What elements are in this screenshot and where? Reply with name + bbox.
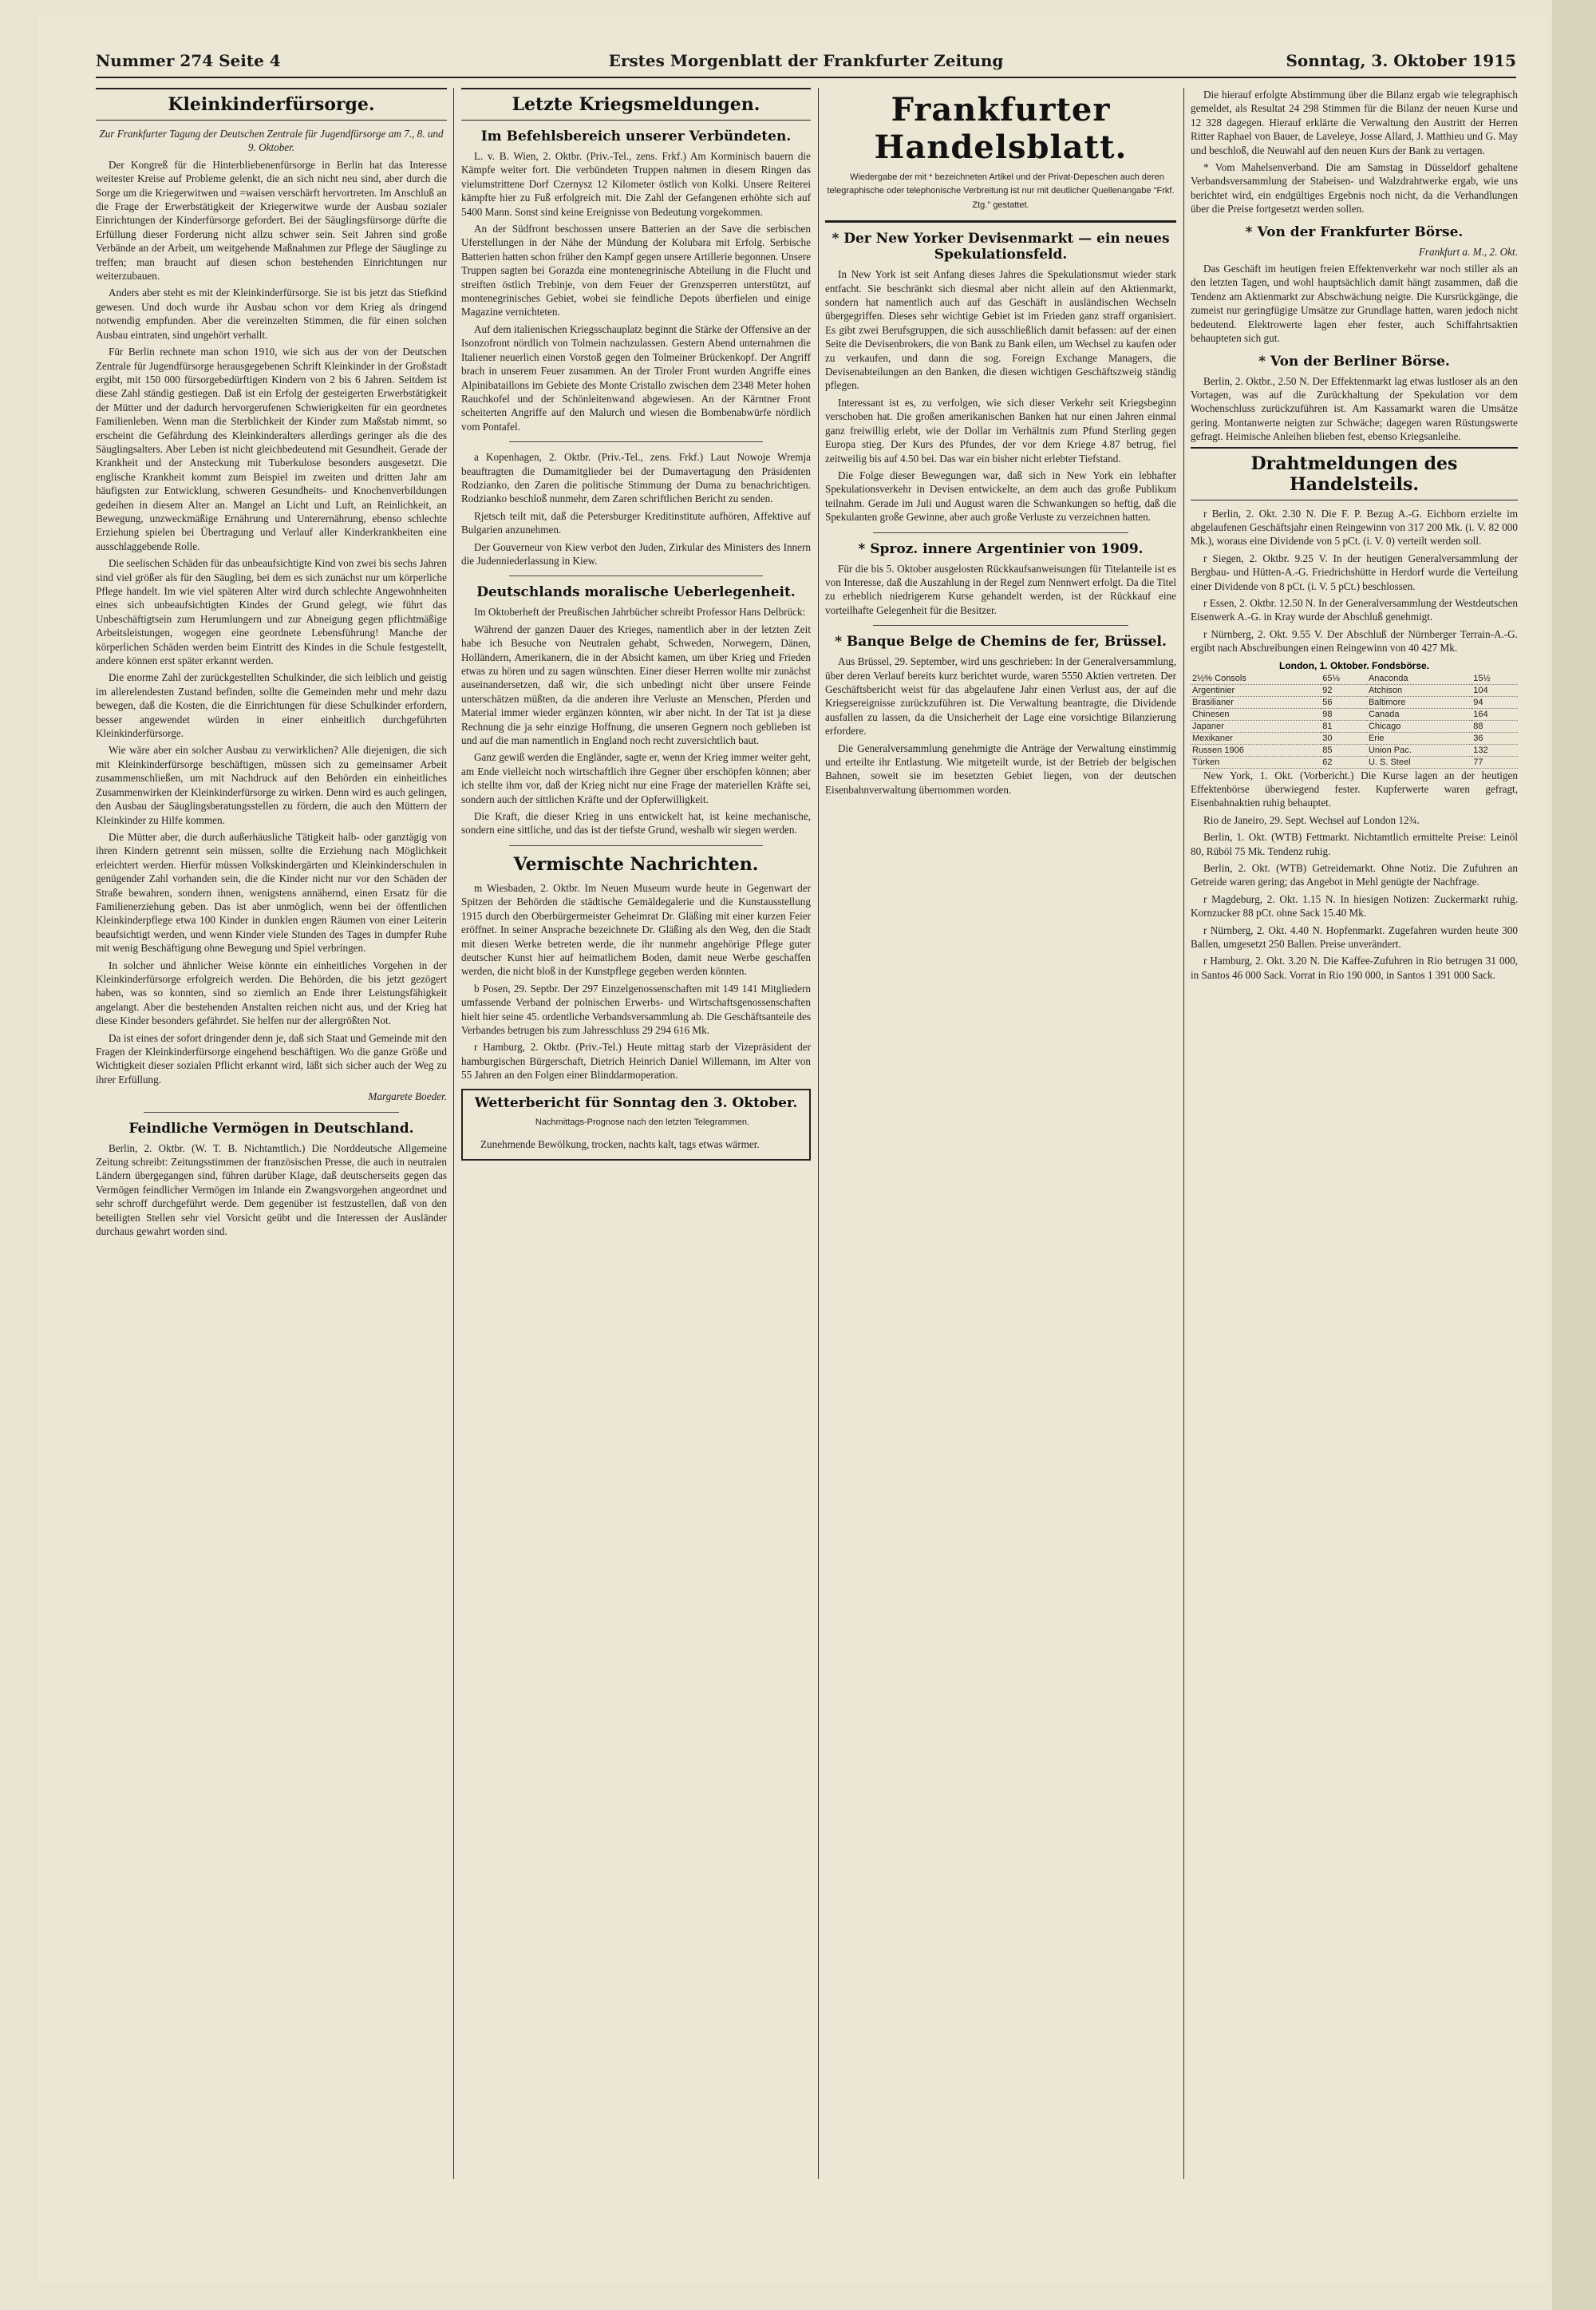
divider (873, 532, 1128, 533)
paragraph: Berlin, 1. Okt. (WTB) Fettmarkt. Nichtamtlich ermittelte Preise: Leinöl 80, Rüböl 75 Mk. Tendenz ruhig. (1191, 831, 1518, 857)
article-title: Deutschlands moralische Ueberlegenheit. (476, 584, 796, 601)
table-cell: Türken (1191, 756, 1321, 768)
paragraph: Für die bis 5. Oktober ausgelosten Rückkaufsanweisungen für Titelanteile ist es von Interesse, daß die Auszahlung in der Regel zum Nennwert erfolgt. Da die Titel zu erheblich niedrigerem Kurse gehandelt werden, ist der Rückkauf eine vorteilhafte Gelegenheit für die Besitzer. (825, 562, 1176, 616)
paragraph: r Berlin, 2. Okt. 2.30 N. Die F. P. Bezug A.-G. Eichborn erzielte im abgelaufenen Geschäftsjahr einen Reingewinn von 317 200 Mk. (i. V. 82 000 Mk.), woraus eine Dividende von 5 pCt. (i. V. 0) verteilt werden soll. (1191, 507, 1518, 548)
quotes-table (1191, 673, 1518, 769)
article-title: * Sproz. innere Argentinier von 1909. (858, 540, 1144, 557)
table-cell: 88 (1472, 720, 1518, 732)
paragraph: Der Gouverneur von Kiew verbot den Juden, Zirkular des Ministers des Innern die Judenniederlassung in Kiew. (461, 540, 811, 567)
paragraph: Rio de Janeiro, 29. Sept. Wechsel auf London 12¾. (1203, 813, 1420, 826)
column-2 (461, 88, 811, 2179)
divider (144, 1112, 399, 1113)
table-cell: 164 (1472, 708, 1518, 720)
paragraph: Die Generalversammlung genehmigte die Anträge der Verwaltung einstimmig und erteilte ihr Entlastung. Wie mitgeteilt wurde, ist der Betrieb der belgischen Bahnen, soweit sie im besetzten Gebiet liegen, von der deutschen Eisenbahnverwaltung übernommen worden. (825, 742, 1176, 796)
table-cell: Chinesen (1191, 708, 1321, 720)
paragraph: m Wiesbaden, 2. Oktbr. Im Neuen Museum wurde heute in Gegenwart der Spitzen der Behörden die städtische Gemäldegalerie und die Kunstausstellung 1915 durch den Oberbürgermeister Geheimrat Dr. Gläßing mit einer kurzen Feier eröffnet. In seiner Ansprache bezeichnete Dr. Gläßing als den Weg, den die Stadt mit diesen Werke betreten werde, die ihr nunmehr angehörige Pflege guter deutscher Kunst hier auf heimatlichem Boden, damit neue Werbe geschaffen werden, die nicht bloß in der Kunstpflege gegeben werden könnten. (461, 881, 811, 978)
paragraph: Berlin, 2. Okt. (WTB) Getreidemarkt. Ohne Notiz. Die Zufuhren an Getreide waren gering; das Angebot in Mehl genügte der Nachfrage. (1191, 862, 1518, 888)
table-cell: Atchison (1367, 684, 1472, 696)
table-cell: Union Pac. (1367, 744, 1472, 756)
paragraph: In New York ist seit Anfang dieses Jahres die Spekulationsmut wieder stark entfacht. Sie beschränkt sich diesmal aber nicht allein auf den Aktienmarkt, sondern hat namentlich auch auf das Geschäft in ausländischen Wechseln übergegriffen. Dieses sehr wichtige Gebiet ist im Frieden ganz straff organisiert. Es gibt zwei Berufsgruppen, die sich ausschließlich damit befassen: auf der einen Seite die Devisenbrokers, die von Bank zu Bank eilen, um Wechsel zu kaufen oder zu verkaufen, und dann die sog. Foreign Exchange Managers, die Devisenabteilungen an den Banken, die diesen wichtigen Geschäftszweig ständig pflegen. (825, 268, 1176, 392)
paragraph: r Magdeburg, 2. Okt. 1.15 N. In hiesigen Notizen: Zuckermarkt ruhig. Kornzucker 88 pCt. ohne Sack 15.40 Mk. (1191, 892, 1518, 920)
table-cell: 65⅛ (1321, 673, 1367, 685)
dateline: Frankfurt a. M., 2. Okt. (1418, 245, 1518, 258)
table-cell: Anaconda (1367, 673, 1472, 685)
table-row (1191, 673, 1518, 685)
table-cell: Mexikaner (1191, 732, 1321, 744)
paragraph: Die Folge dieser Bewegungen war, daß sich in New York ein lebhafter Spekulationsverkehr in Devisen entwickelte, an dem auch das große Publikum teilnahm. Gerade im Juli und August waren die Schwankungen so heftig, daß die Spekulanten große Gewinne, aber auch große Verluste zu verzeichnen hatten. (825, 469, 1176, 524)
table-cell: 2½% Consols (1191, 673, 1321, 685)
divider (509, 441, 763, 442)
table-cell: U. S. Steel (1367, 756, 1472, 768)
table-cell: 30 (1321, 732, 1367, 744)
table-cell: 85 (1321, 744, 1367, 756)
paragraph: Rjetsch teilt mit, daß die Petersburger Kreditinstitute aufhören, Affektive auf Bulgarien anzunehmen. (461, 509, 811, 536)
article-lead: Zur Frankfurter Tagung der Deutschen Zentrale für Jugendfürsorge am 7., 8. und 9. Oktober. (99, 128, 444, 154)
paragraph: Die Kraft, die dieser Krieg in uns entwickelt hat, ist keine mechanische, sondern eine sittliche, und das ist der tiefste Grund, weshalb wir siegen werden. (461, 810, 811, 837)
table-row (1191, 744, 1518, 756)
divider (873, 625, 1128, 626)
paragraph: Berlin, 2. Oktbr. (W. T. B. Nichtamtlich.) Die Norddeutsche Allgemeine Zeitung schreibt: Zeitungsstimmen der französischen Presse, die auch in neutralen Ländern übergegangen sind, führen darüber Klage, daß deutscherseits gegen das Vermögen feindlicher Vermögen im Inlande ein Zwangsvorgehen angeordnet und sehr schroff durchgeführt werde. Dem gegenüber ist festzustellen, daß von den beteiligten Stellen sehr viel Vorsicht geübt und die Interessen der Ausländer durchaus gewahrt worden sind. (96, 1141, 447, 1238)
section-subtitle: Im Befehlsbereich unserer Verbündeten. (480, 129, 792, 144)
paragraph: r Essen, 2. Oktbr. 12.50 N. In der Generalversammlung der Westdeutschen Eisenwerk A.-G. in Kray wurde der Abschluß genehmigt. (1191, 596, 1518, 623)
table-cell: Japaner (1191, 720, 1321, 732)
paragraph: Auf dem italienischen Kriegsschauplatz beginnt die Stärke der Offensive an der Isonzofront nördlich von Tolmein nachzulassen. Gestern Abend unternahmen die Italiener neuerlich einen Vorstoß gegen den Tolmeiner Brückenkopf. Der Angriff brach in unserem Feuer zusammen. An der Tiroler Front wurden Angriffe eines Alpinibataillons im Gebiete des Monte Cristallo zwischen dem 2348 Meter hohen Rauchkofel und der Schönleitenwand abgewiesen. An der Kärntner Front scheiterten Angriffe auf den Malurch und wiesen die Bombenabwürfe nördlich vom Pontafel. (461, 322, 811, 433)
divider (825, 220, 1176, 223)
paragraph: Für Berlin rechnete man schon 1910, wie sich aus der von der Deutschen Zentrale für Jugendfürsorge herausgegebenen Schrift Kleinkinder in der Großstadt ergibt, mit 150 000 fürsorgebedürftigen Kindern von 2 bis 6 Jahren. Seitdem ist diese Zahl ständig gestiegen. Daß ist ein Erfolg der gesteigerten Erwerbstätigkeit der Mütter und der dadurch hervorgerufenen Schwierigkeiten für ein geordnetes Familienleben. Wenn man die Sterblichkeit der Kinder zum Maßstab nimmt, so erscheint die Gefährdung des Kleinkinderalters allerdings geringer als die des Säuglingsalters. Aber Leben ist nicht gleichbedeutend mit Gesundheit. Gerade der Krankheit und der Ansteckung mit Tuberkulose besonders ausgesetzt. Die englische Krankheit kommt zum Beispiel im zweiten und dritten Jahr am häufigsten zur Entwicklung, schweren Gesundheits- und Knochenverbildungen gedeihen in diesem Alter an. Mangel an Licht und Luft, an Reinlichkeit, an Bewegung, unzweckmäßige Ernährung und Unterernährung, ebenso schlechte Erziehung spielen bei Übertragung und Verlauf aller Kinderkrankheiten eine ausschlaggebende Rolle. (96, 346, 447, 552)
paragraph: Wie wäre aber ein solcher Ausbau zu verwirklichen? Alle diejenigen, die sich mit Kleinkinderfürsorge beschäftigen, müssen sich zu gemeinsamer Arbeit zusammenschließen, um mit Nachdruck auf den Behörden ein einheitliches Zusammenwirken der Kleinkinderfürsorge zu wirken. Denn wird es auch gelingen, den Ausbau der Säuglingsberatungsstellen zu fördern, die auch den Müttern der Kleinkinder zu Hilfe kommen. (96, 744, 447, 826)
section-title: Drahtmeldungen des Handelsteils. (1191, 447, 1518, 500)
paragraph: Berlin, 2. Oktbr., 2.50 N. Der Effektenmarkt lag etwas lustloser als an den Vortagen, was auf die Zurückhaltung der Spekulation vor dem Wochenschluss zurückzuführen ist. Am Kassamarkt waren die Umsätze gering. Montanwerte neigten zur Schwäche; dagegen waren Rüstungswerte gefragt. Heimische Anleihen blieben fest, ebenso Kriegsanleihe. (1191, 374, 1518, 443)
table-row (1191, 732, 1518, 744)
article-title: * Der New Yorker Devisenmarkt — ein neues Spekulationsfeld. (832, 231, 1170, 263)
table-cell: 98 (1321, 708, 1367, 720)
column-3 (825, 88, 1176, 2179)
table-cell: 81 (1321, 720, 1367, 732)
paragraph: b Posen, 29. Septbr. Der 297 Einzelgenossenschaften mit 149 141 Mitgliedern umfassende Verband der polnischen Erwerbs- und Wirtschaftsgenossenschaften hielt hier seine 45. ordentliche Verbandsversammlung ab. Die Geschäftsanteile des Verbandes betrugen bis zum Jahresschluss 29 294 616 Mk. (461, 982, 811, 1036)
paragraph: r Nürnberg, 2. Okt. 9.55 V. Der Abschluß der Nürnberger Terrain-A.-G. ergibt nach Abschreibungen einen Reingewinn von 40 427 Mk. (1191, 627, 1518, 655)
paragraph: Die enorme Zahl der zurückgestellten Schulkinder, die sich leiblich und geistig im allerelendesten Zustand befinden, sollte die Gemeinden mehr und mehr dazu bewegen, daß die Kosten, die die Einrichtungen für diese Schulkinder erfordern, besser angewendet würden in einer einheitlich durchgeführten Kleinkinderfürsorge. (96, 671, 447, 740)
table-row (1191, 696, 1518, 708)
paragraph: Da ist eines der sofort dringender denn je, daß sich Staat und Gemeinde mit den Fragen der Kleinkinderfürsorge eingehend beschäftigen. Wo die ganze Größe und Wichtigkeit dieser sozialen Pflicht erkannt wird, läßt sich sicher auch der Weg zu ihrer Erfüllung. (96, 1031, 447, 1086)
weather-text: Zunehmende Bewölkung, trocken, nachts kalt, tags etwas wärmer. (480, 1137, 760, 1150)
paragraph: Ganz gewiß werden die Engländer, sagte er, wenn der Krieg immer weiter geht, am Ende vielleicht noch wirtschaftlich ihre Gegner über erschöpfen können; aber ich stellte ihm vor, daß der Krieg nicht nur eine Frage der materiellen Kräfte sei, sondern auch der sittlichen Kräfte und der Opferwilligkeit. (461, 751, 811, 805)
table-cell: Baltimore (1367, 696, 1472, 708)
paragraph: Die hierauf erfolgte Abstimmung über die Bilanz ergab wie telegraphisch gemeldet, als Resultat 24 298 Stimmen für die Bilanz der neuen Kurse und 12 328 dagegen. Hierauf erklärte die Verwaltung den Austritt der Herren Ritter Raphael von Bauer, de Laveleye, Josse Allard, J. Matthieu und G. May und beschloß, die Neuwahl auf den neuen Kurs der Bank zu vertagen. (1191, 89, 1518, 156)
running-header (96, 48, 1516, 78)
table-cell: 92 (1321, 684, 1367, 696)
paragraph: Der Kongreß für die Hinterbliebenenfürsorge in Berlin hat das Interesse weitester Kreise auf Probleme gelenkt, die an sich nicht neu sind, aber durch die Sorge um die Kriegerwitwen und =waisen verschärft hervortreten. Im Anschluß an die Frage der Erwerbstätigkeit der Kriegerwitwe wurde der Ausbau sozialer Einrichtungen der Kinderfürsorge gefordert. Bei der Säuglingsfürsorge dürfte die Erfüllung dieser Forderung nicht allzu schwer sein. Seit Jahren sind große Verbände an der Arbeit, um weitgehende Maßnahmen zur Pflege der Säuglinge zu treffen; man braucht auf diesen schon bestehenden Einrichtungen nur weiterzubauen. (96, 158, 447, 283)
paragraph: Anders aber steht es mit der Kleinkinderfürsorge. Sie ist bis jetzt das Stiefkind gewesen. Und doch wurde ihr Ausbau schon vor dem Krieg als dringend notwendig empfunden. Aber die vereinzelten Stimmen, die für einen solchen Ausbau eintraten, sind ungehört verhallt. (96, 287, 447, 341)
weather-title: Wetterbericht für Sonntag den 3. Oktober. (474, 1094, 798, 1111)
article-title: * Banque Belge de Chemins de fer, Brüssel. (835, 634, 1167, 651)
paragraph: Das Geschäft im heutigen freien Effektenverkehr war noch stiller als an den letzten Tagen, und wohl hauptsächlich damit hängt zusammen, daß die Tendenz am Aktienmarkt zur Abschwächung neigte. Die Kursrückgänge, die zumeist nur geringfügige Umsätze zur Grundlage hatten, waren jedoch nicht bedeutend. Elektrowerte lagen eher fester, auch Schiffahrtsaktien behaupteten sich gut. (1191, 263, 1518, 345)
page-number: Nummer 274 Seite 4 (96, 51, 281, 70)
newspaper-title: Erstes Morgenblatt der Frankfurter Zeitung (608, 51, 1004, 70)
table-cell: 94 (1472, 696, 1518, 708)
article-title: Kleinkinderfürsorge. (96, 88, 447, 121)
table-cell: 15½ (1472, 673, 1518, 685)
column-rule (1183, 88, 1184, 2179)
section-title: * Von der Berliner Börse. (1258, 353, 1450, 370)
weather-subtitle: Nachmittags-Prognose nach den letzten Telegrammen. (535, 1117, 750, 1127)
table-cell: 132 (1472, 744, 1518, 756)
table-row (1191, 720, 1518, 732)
table-row (1191, 756, 1518, 768)
section-title: * Von der Frankfurter Börse. (1245, 223, 1464, 240)
table-cell: Erie (1367, 732, 1472, 744)
table-title: London, 1. Oktober. Fondsbörse. (1278, 659, 1429, 671)
column-rule (818, 88, 819, 2179)
table-row (1191, 708, 1518, 720)
table-cell: Argentinier (1191, 684, 1321, 696)
table-cell: Brasilianer (1191, 696, 1321, 708)
table-row (1191, 684, 1518, 696)
column-1 (96, 88, 447, 2179)
paragraph: r Nürnberg, 2. Okt. 4.40 N. Hopfenmarkt. Zugefahren wurden heute 300 Ballen, umgesetzt 250 Ballen. Preise unverändert. (1191, 924, 1518, 951)
paragraph: Im Oktoberheft der Preußischen Jahrbücher schreibt Professor Hans Delbrück: (474, 606, 806, 619)
paragraph: r Hamburg, 2. Oktbr. (Priv.-Tel.) Heute mittag starb der Vizepräsident der hamburgischen Bürgerschaft, Dietrich Heinrich Daniel Willemann, im Alter von 55 Jahren an den Folgen einer Blinddarmoperation. (461, 1041, 811, 1082)
issue-date: Sonntag, 3. Oktober 1915 (1286, 51, 1516, 70)
section-masthead: Frankfurter Handelsblatt. (874, 91, 1128, 166)
paragraph: Aus Brüssel, 29. September, wird uns geschrieben: In der Generalversammlung, über deren Verlauf bereits kurz berichtet wurde, waren 5550 Aktien vertreten. Der Geschäftsbericht weist für das abgelaufene Jahr einen Verlust aus, der auf die Kriegsereignisse zurückzuführen ist. Die Verwaltung beantragte, die Dividende ausfallen zu lassen, da die Unsicherheit der Lage eine vorsichtige Bilanzierung erfordere. (825, 655, 1176, 738)
paragraph: Interessant ist es, zu verfolgen, wie sich dieser Verkehr seit Kriegsbeginn verschoben hat. Die großen amerikanischen Banken hat nur einen Jahren einmal ganz freiwillig erlebt, wie der Dollar im Verhältnis zum Pfund Sterling gegen Europa stieg. Der Kurs des Pfundes, der vor dem Kriege 4.87 betrug, fiel zeitweilig bis auf 4.50 bei. Das war ein bisher nicht erlebter Tiefstand. (825, 396, 1176, 465)
paragraph: r Hamburg, 2. Okt. 3.20 N. Die Kaffee-Zufuhren in Rio betrugen 31 000, in Santos 46 000 Sack. Vorrat in Rio 190 000, in Santos 1 391 000 Sack. (1191, 955, 1518, 981)
table-cell: Chicago (1367, 720, 1472, 732)
table-cell: 62 (1321, 756, 1367, 768)
section-title: Letzte Kriegsmeldungen. (461, 88, 811, 121)
table-cell: Canada (1367, 708, 1472, 720)
section-title: Vermischte Nachrichten. (513, 853, 759, 875)
table-cell: 36 (1472, 732, 1518, 744)
table-cell: 104 (1472, 684, 1518, 696)
page-edge (1552, 0, 1596, 2310)
paragraph: * Vom Mahelsenverband. Die am Samstag in Düsseldorf gehaltene Verbandsversammlung der Stabeisen- und Walzdrahtwerke ergab, wie uns berichtet wird, ein endgültiges Ergebnis noch nicht, da die Verhandlungen über die Preise fortgesetzt werden sollen. (1191, 161, 1518, 216)
paragraph: An der Südfront beschossen unsere Batterien an der Save die serbischen Uferstellungen in der Nähe der Mündung der Kolubara mit Erfolg. Serbische Batterien hatten schon früher den Kampf gegen unsere Artillerie begonnen. Unsere Truppen sagten bei Gorazda eine montenegrinische Abteilung in die Flucht und streiften östlich Trebinje, von dem Feuer der Grenzsperren unterstützt, auf montenegrinisches Gebiet, wobei sie feindliche Depots überfielen und einige Magazine vernichteten. (461, 223, 811, 318)
author-signature: Margarete Boeder. (368, 1090, 447, 1103)
paragraph: In solcher und ähnlicher Weise könnte ein einheitliches Vorgehen in der Kleinkinderfürsorge erfolgreich werden. Die Behörden, die bis jetzt gezögert haben, was so konnten, sind so ziemlich an Ende ihrer Leistungsfähigkeit angelangt. Aber die bestehenden Anstalten reichen nicht aus, und der Krieg hat diese Kinder besonders gefährdet. Sie helfen nur der allergrößten Not. (96, 959, 447, 1027)
paragraph: L. v. B. Wien, 2. Oktbr. (Priv.-Tel., zens. Frkf.) Am Korminisch bauern die Kämpfe weiter fort. Die verbündeten Truppen nahmen in diesem Ringen das vielumstrittene Dorf Czernysz 12 Kilometer östlich von Kolki. Unsere Reiterei kämpfte hier zu Fuß erfolgreich mit. Die Zahl der Gefangenen erhöhte sich auf 5400 Mann. Sonst sind keine Ereignisse von Bedeutung vorgekommen. (461, 150, 811, 218)
reprint-note: Wiedergabe der mit * bezeichneten Artikel und der Privat-Depeschen auch deren telegraphische oder telephonische Verbreitung ist nur mit deutlicher Quellenangabe "Frkf. Ztg." gestattet. (827, 172, 1175, 210)
table-cell: 56 (1321, 696, 1367, 708)
column-4 (1191, 88, 1518, 2179)
paragraph: a Kopenhagen, 2. Oktbr. (Priv.-Tel., zens. Frkf.) Laut Nowoje Wremja beauftragten die Dumamitglieder bei der Dumavertagung den Präsidenten Rodzianko, den Zaren die politische Stimmung der Duma zu benachrichtigen. Rodzianko beschloß nunmehr, dem Zaren schriftlichen Bericht zu senden. (461, 451, 811, 505)
article-title: Feindliche Vermögen in Deutschland. (128, 1120, 414, 1137)
table-cell: 77 (1472, 756, 1518, 768)
paragraph: Während der ganzen Dauer des Krieges, namentlich aber in der letzten Zeit habe ich Besuche von Neutralen gehabt, Schweden, Norwegern, Dänen, Holländern, Amerikanern, die in der Absicht kamen, um über Krieg und Frieden etwas zu hören und zu sagen wünschten. Einer dieser Herren wollte mir zunächst auseinandersetzen, daß wir, die sich unbedingt nicht über unsere Feinde unterschätzen müßten, da die anderen ihre Verluste an Menschen, Pferden und Material immer wieder ergänzen könnten, wir aber nicht. In der Tat ist ja diese Rechnung die ja sehr einzige Hoffnung, die unseren Gegnern noch geblieben ist und auf die man namentlich in England noch recht zuversichtlich baut. (461, 623, 811, 747)
paragraph: Die Mütter aber, die durch außerhäusliche Tätigkeit halb- oder ganztägig von ihren Kindern getrennt sein müssen, sollte die Erziehung nach Möglichkeit erleichtert werden. Hierfür müssen Volkskindergärten und Kleinkinderschulen in genügender Zahl vorhanden sein, die die Kinder nicht nur vor den Schäden der Straße bewahren, sondern ihnen, wenigstens annähernd, einen Ersatz für die Familienerziehung geben. Das ist aber unmöglich, wenn bei der öffentlichen Kleinkinderpflege etwa 100 Kinder in dunklen engen Räumen von einer Leiterin beaufsichtigt werden, und wenn Kinder viele Stunden des Tages in dumpfer Ruhe mit wenig Beschäftigung ohne Bewegung und Spiel verbringen. (96, 830, 447, 955)
column-rule (453, 88, 454, 2179)
paragraph: r Siegen, 2. Oktbr. 9.25 V. In der heutigen Generalversammlung der Bergbau- und Hütten-A.-G. Friedrichshütte in Herdorf wurde die Verteilung einer Dividende von 8 pCt. (i. V. 5 pCt.) beschlossen. (1191, 552, 1518, 592)
weather-box (461, 1089, 811, 1161)
paragraph: New York, 1. Okt. (Vorbericht.) Die Kurse lagen an der heutigen Effektenbörse überwiegend fester. Kupferwerte waren gefragt, Eisenbahnaktien ruhig behauptet. (1191, 769, 1518, 809)
paragraph: Die seelischen Schäden für das unbeaufsichtigte Kind von zwei bis sechs Jahren sind viel größer als für den Säugling, bei dem es sich zunächst nur um körperliche Pflege handelt. Im wie viel späteren Alter wird durch schlechte Angewohnheiten eines sich unbeaufsichtigten Kindes der Grund gelegt, wie führt das Unbeschäftigtsein zum Herumlungern und zur Abneigung gegen pflichtmäßige Arbeitsleistungen, wogegen eine geordnete Lebensführung! Manche der körperlichen Schäden werden beim Eintritt des Kindes in die Schule festgestellt, andere können erst später erkannt werden. (96, 557, 447, 667)
divider (509, 845, 763, 846)
table-cell: Russen 1906 (1191, 744, 1321, 756)
